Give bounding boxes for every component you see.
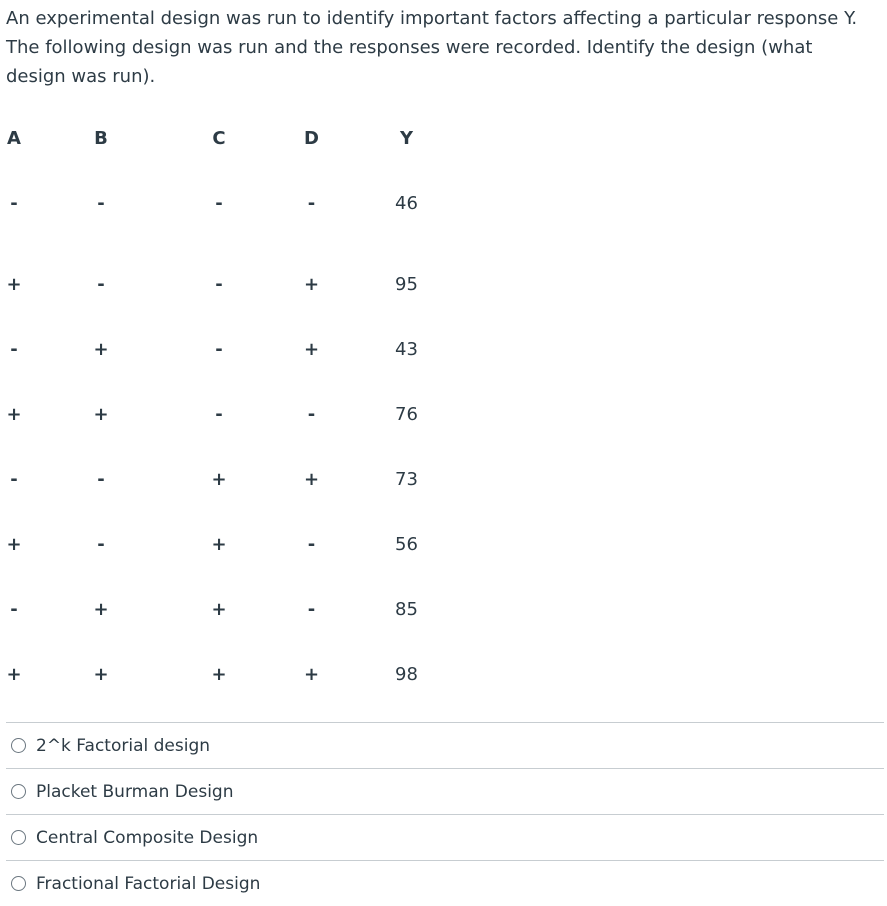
cell-c: + <box>211 664 227 685</box>
answer-option-central-composite[interactable] <box>6 814 884 860</box>
answer-label[interactable]: Central Composite Design <box>36 827 259 848</box>
answer-label[interactable]: 2^k Factorial design <box>36 735 211 756</box>
cell-d: + <box>303 274 320 295</box>
cell-b: + <box>93 664 109 685</box>
table-row <box>0 447 454 512</box>
cell-d: - <box>307 599 316 620</box>
cell-b: - <box>97 534 105 555</box>
header-c: C <box>212 127 226 149</box>
header-b: B <box>94 127 108 149</box>
answer-option-fractional-factorial[interactable] <box>6 860 884 906</box>
design-table <box>0 121 454 707</box>
table-row <box>0 317 454 382</box>
cell-b: - <box>97 469 105 490</box>
cell-y: 85 <box>395 599 418 620</box>
cell-a: - <box>10 469 18 490</box>
cell-b: + <box>93 404 109 425</box>
header-d: D <box>304 127 319 149</box>
cell-y: 98 <box>395 664 418 685</box>
radio-button-icon[interactable] <box>11 830 26 845</box>
table-row <box>0 642 454 707</box>
cell-d: + <box>303 339 320 360</box>
cell-y: 46 <box>395 193 418 214</box>
cell-c: - <box>215 274 223 295</box>
cell-d: + <box>303 664 320 685</box>
table-row <box>0 252 454 317</box>
table-header-row <box>0 121 454 155</box>
cell-a: + <box>6 274 22 295</box>
cell-c: - <box>215 193 223 214</box>
cell-b: - <box>97 274 105 295</box>
cell-a: - <box>10 339 18 360</box>
header-y: Y <box>399 127 414 149</box>
radio-button-icon[interactable] <box>11 738 26 753</box>
answer-option-plackett-burman[interactable] <box>6 768 884 814</box>
radio-button-icon[interactable] <box>11 876 26 891</box>
answer-label[interactable]: Fractional Factorial Design <box>36 873 261 894</box>
cell-a: - <box>10 599 18 620</box>
table-row <box>0 577 454 642</box>
cell-c: - <box>215 404 223 425</box>
cell-y: 56 <box>395 534 418 555</box>
cell-d: - <box>307 404 316 425</box>
answer-option-factorial[interactable] <box>6 722 884 768</box>
cell-a: + <box>6 664 22 685</box>
table-row <box>0 382 454 447</box>
cell-c: + <box>211 534 227 555</box>
answer-label[interactable]: Placket Burman Design <box>36 781 234 802</box>
cell-a: + <box>6 404 22 425</box>
answer-options <box>6 722 884 906</box>
cell-d: + <box>303 469 320 490</box>
cell-y: 43 <box>395 339 418 360</box>
cell-y: 73 <box>395 469 418 490</box>
cell-c: - <box>215 339 223 360</box>
header-a: A <box>7 127 21 149</box>
table-row <box>0 155 454 252</box>
cell-c: + <box>211 599 227 620</box>
cell-y: 95 <box>395 274 418 295</box>
cell-b: - <box>97 193 105 214</box>
cell-b: + <box>93 339 109 360</box>
cell-d: - <box>307 193 316 214</box>
cell-c: + <box>211 469 227 490</box>
cell-b: + <box>93 599 109 620</box>
table-row <box>0 512 454 577</box>
cell-a: - <box>10 193 18 214</box>
question-text: An experimental design was run to identify important factors affecting a particular response Y. The following design was run and the responses were recorded. Identify the design (what design was run). <box>6 8 858 87</box>
cell-a: + <box>6 534 22 555</box>
cell-d: - <box>307 534 316 555</box>
radio-button-icon[interactable] <box>11 784 26 799</box>
cell-y: 76 <box>395 404 418 425</box>
